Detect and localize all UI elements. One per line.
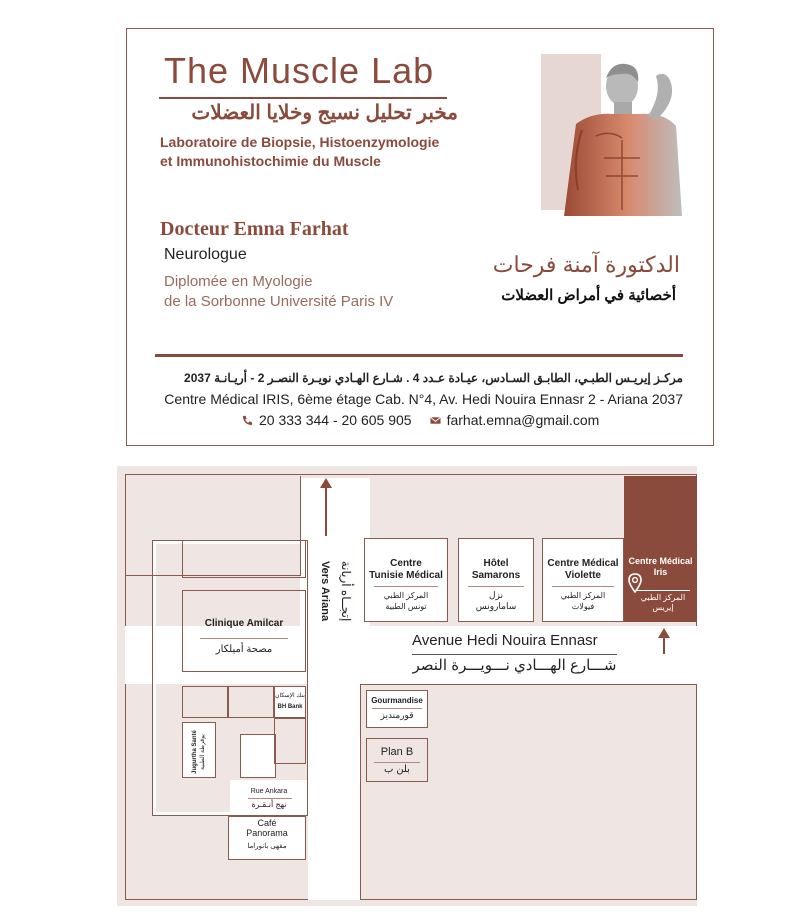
building-small [240, 734, 276, 778]
clinique-amilcar-ar: مصحة أميلكار [215, 644, 273, 655]
tunisie-medical-fr: Centre Tunisie Médical [369, 558, 443, 581]
card-divider [155, 354, 683, 357]
separator [372, 708, 422, 709]
doctor-specialty-arabic: أخصائية في أمراض العضلات [501, 287, 676, 304]
avenue-name-ar: شـــارع الهـــادي نـــويـــرة النصر [412, 657, 617, 674]
road-side [308, 684, 360, 900]
hotel-samarons-fr: Hôtel Samarons [471, 558, 521, 581]
address-french: Centre Médical IRIS, 6ème étage Cab. N°4, Av. Hedi Nouira Ennasr 2 - Ariana 2037 [164, 391, 683, 407]
lab-name-line-1: Laboratoire de Biopsie, Histoenzymologie [160, 134, 440, 150]
left-district-outline [152, 540, 308, 816]
lab-name-arabic: مخبر تحليل نسيج وخلايا العضلات [191, 102, 458, 124]
contact-line [242, 412, 599, 428]
separator [552, 586, 614, 587]
doctor-specialty: Neurologue [164, 246, 247, 263]
building-top-left [182, 540, 306, 578]
diploma-line-2: de la Sorbonne Université Paris IV [164, 293, 394, 310]
mail-icon [430, 415, 441, 426]
email-address[interactable]: farhat.emna@gmail.com [446, 412, 600, 428]
bh-bank-fr: BH Bank [277, 704, 303, 710]
centre-iris-fr: Centre Médical Iris [628, 556, 693, 577]
centre-iris-ar: المركز الطبي إيريس [640, 593, 686, 612]
logo-underline [159, 97, 447, 99]
doctor-diploma [164, 272, 393, 312]
separator [374, 762, 420, 763]
centre-violette-ar: المركز الطبي فيولات [560, 591, 606, 611]
rue-ankara-ar: نهج أنـقـرة [251, 800, 287, 809]
bh-bank-ar: بنك الإسكان [275, 693, 305, 699]
tunisie-medical-ar: المركز الطبي تونس الطبية [383, 591, 429, 611]
arrow-up-icon [318, 476, 334, 538]
anatomy-statue-image [552, 60, 692, 216]
avenue-underline [412, 654, 617, 655]
building-small [274, 718, 306, 764]
building-clinique-amilcar [182, 590, 306, 672]
separator [374, 586, 438, 587]
building-bh-bank [274, 686, 306, 718]
cafe-panorama-fr: Café Panorama [246, 818, 288, 838]
address-arabic: مركـز إيريـس الطبـي، الطابـق السـادس، عيـادة عـدد 4 . شـارع الهـادي نويـرة النصـر 2 - أريـانـة 2037 [184, 371, 683, 385]
gourmandise-ar: قورمنديز [380, 710, 414, 720]
building-plan-b [366, 738, 428, 782]
avenue-name-fr: Avenue Hedi Nouira Ennasr [412, 632, 598, 649]
jugurtha-label: Jugurtha Santé يوقرطة الطبية [192, 730, 206, 774]
separator [636, 590, 690, 591]
plan-b-fr: Plan B [380, 746, 414, 758]
building-block [228, 686, 274, 718]
vers-ariana-label [308, 545, 358, 635]
clinique-amilcar-fr: Clinique Amilcar [204, 618, 284, 629]
doctor-name: Docteur Emna Farhat [160, 218, 349, 240]
rue-ankara-fr: Rue Ankara [250, 788, 288, 795]
phone-icon [242, 415, 253, 426]
vers-ariana-ar: إتجــاه أريانة [339, 560, 353, 622]
building-block [182, 686, 228, 718]
separator [200, 638, 288, 639]
vers-ariana-fr: Vers Ariana [319, 560, 331, 622]
phone-number[interactable]: 20 333 344 - 20 605 905 [259, 412, 412, 428]
logo-text: The Muscle Lab [164, 50, 435, 91]
lab-name-french [160, 133, 439, 171]
hotel-samarons-ar: نزل سامارونس [475, 590, 517, 611]
separator [468, 586, 524, 587]
doctor-name-arabic: الدكتورة آمنة فرحات [492, 252, 680, 277]
plan-b-ar: بلن ب [384, 764, 410, 775]
separator [248, 798, 292, 799]
centre-violette-fr: Centre Médical Violette [547, 558, 619, 581]
gourmandise-fr: Gourmandise [371, 696, 423, 705]
lab-name-line-2: et Immunohistochimie du Muscle [160, 153, 381, 169]
arrow-up-icon [656, 626, 672, 656]
cafe-panorama-ar: مقهى بانوراما [247, 843, 287, 850]
diploma-line-1: Diplomée en Myologie [164, 273, 313, 290]
